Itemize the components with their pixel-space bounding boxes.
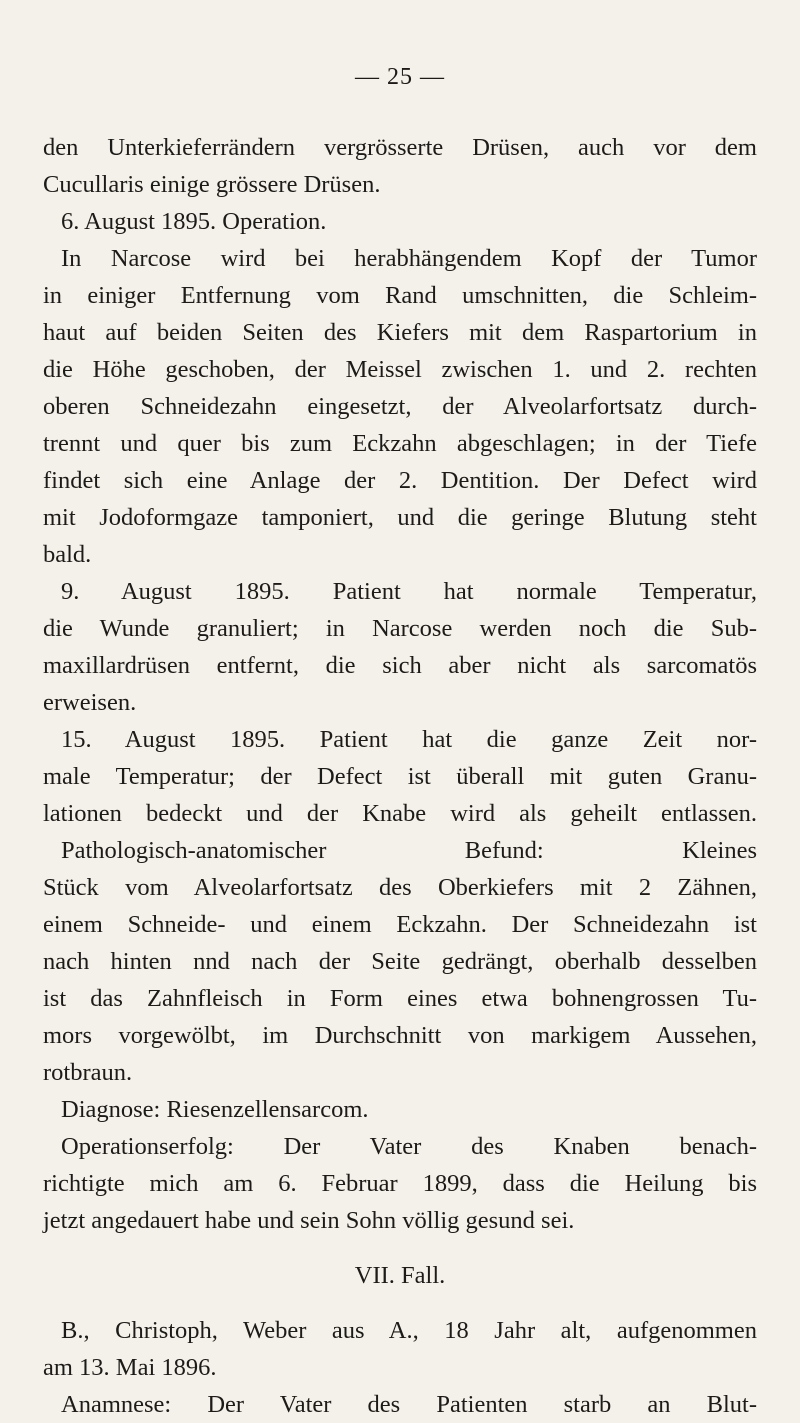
date-heading: 9. August 1895. Patient hat normale Temperatur, <box>61 578 757 605</box>
text-line: Cucullaris einige grössere Drüsen. <box>43 171 381 198</box>
text-line: male Temperatur; der Defect ist überall mit guten Granu- <box>43 763 757 790</box>
text-line: die Wunde granuliert; in Narcose werden noch die Sub- <box>43 615 757 642</box>
text-line: richtigte mich am 6. Februar 1899, dass die Heilung bis <box>43 1170 757 1197</box>
text-line: trennt und quer bis zum Eckzahn abgeschlagen; in der Tiefe <box>43 430 757 457</box>
text-line: bald. <box>43 541 92 568</box>
text-line: lationen bedeckt und der Knabe wird als geheilt entlassen. <box>43 800 757 827</box>
page-number: — 25 — <box>355 64 445 90</box>
text-line: rotbraun. <box>43 1059 133 1086</box>
text-line: oberen Schneidezahn eingesetzt, der Alveolarfortsatz durch- <box>43 393 757 420</box>
date-heading: 15. August 1895. Patient hat die ganze Zeit nor- <box>61 726 757 753</box>
text-line: Anamnese: Der Vater des Patienten starb an Blut- <box>61 1391 757 1418</box>
outcome-heading: Operationserfolg: Der Vater des Knaben benach- <box>61 1133 757 1160</box>
text-line: jetzt angedauert habe und sein Sohn völlig gesund sei. <box>43 1207 575 1234</box>
text-line: In Narcose wird bei herabhängendem Kopf der Tumor <box>61 245 757 272</box>
section-title: VII. Fall. <box>354 1262 446 1289</box>
text-line: Stück vom Alveolarfortsatz des Oberkiefers mit 2 Zähnen, <box>43 874 757 901</box>
text-line: den Unterkieferrändern vergrösserte Drüsen, auch vor dem <box>43 134 757 161</box>
text-line: B., Christoph, Weber aus A., 18 Jahr alt, aufgenommen <box>61 1317 757 1344</box>
findings-heading: Pathologisch-anatomischer Befund: Kleines <box>61 837 757 864</box>
text-line: einem Schneide- und einem Eckzahn. Der Schneidezahn ist <box>43 911 757 938</box>
text-line: haut auf beiden Seiten des Kiefers mit dem Raspartorium in <box>43 319 757 346</box>
date-heading: 6. August 1895. Operation. <box>61 208 327 235</box>
text-line: ist das Zahnfleisch in Form eines etwa bohnengrossen Tu- <box>43 985 757 1012</box>
diagnosis-line: Diagnose: Riesenzellensarcom. <box>61 1096 369 1123</box>
text-line: am 13. Mai 1896. <box>43 1354 217 1381</box>
text-line: erweisen. <box>43 689 137 716</box>
text-line: mit Jodoformgaze tamponiert, und die geringe Blutung steht <box>43 504 757 531</box>
text-line: findet sich eine Anlage der 2. Dentition. Der Defect wird <box>43 467 757 494</box>
text-line: maxillardrüsen entfernt, die sich aber nicht als sarcomatös <box>43 652 757 679</box>
text-line: nach hinten nnd nach der Seite gedrängt, oberhalb desselben <box>43 948 757 975</box>
text-line: die Höhe geschoben, der Meissel zwischen 1. und 2. rechten <box>43 356 757 383</box>
text-line: mors vorgewölbt, im Durchschnitt von markigem Aussehen, <box>43 1022 757 1049</box>
text-line: in einiger Entfernung vom Rand umschnitten, die Schleim- <box>43 282 757 309</box>
